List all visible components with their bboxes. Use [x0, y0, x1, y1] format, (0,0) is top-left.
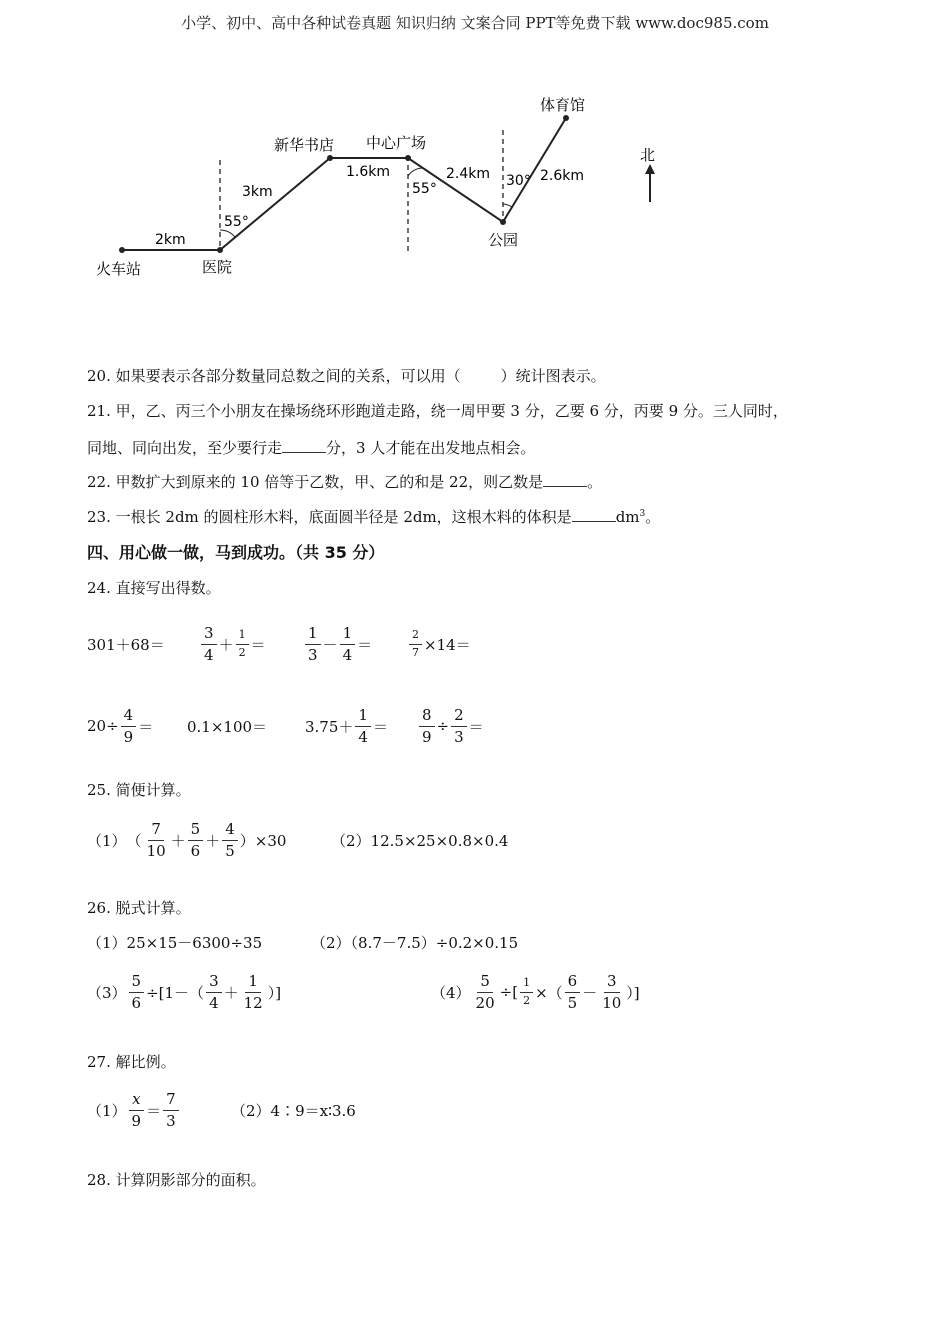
expression-1: 301＋68＝: [87, 635, 165, 654]
answer-blank[interactable]: [543, 474, 587, 487]
fraction: $\frac{2}{3}$: [451, 707, 467, 745]
fraction: $\frac{5}{6}$: [129, 973, 145, 1011]
point-hospital: [217, 247, 223, 253]
question-24-title: [87, 577, 221, 598]
question-number: 26.: [87, 899, 111, 917]
fraction: 1 4: [355, 707, 371, 745]
expression-8: $\frac{8}{9}$ ÷ $\frac{2}{3}$ ＝: [417, 707, 484, 745]
unit: dm: [615, 508, 640, 526]
question-28-title: [87, 1169, 266, 1190]
fraction: 7 3: [163, 1091, 179, 1129]
q26-part-3: （3） $\frac{5}{6}$ ÷[1－（ 3 4 ＋ 1 12 ）]: [87, 972, 282, 1012]
fraction: 5 6: [188, 821, 204, 859]
q26-part-1: （1）25×15－6300÷35: [87, 934, 263, 952]
q25-part-2: （2）12.5×25×0.8×0.4: [331, 831, 509, 850]
question-text: ）统计图表示。: [500, 367, 606, 385]
fraction: 1 2: [236, 629, 249, 658]
q24-row-2: [87, 694, 484, 758]
fraction: 1 4: [340, 625, 356, 663]
question-text: 一根长 2dm 的圆柱形木料，底面圆半径是 2dm，这根木料的体积是: [115, 508, 572, 526]
question-text: 同地、同向出发，至少要行走: [87, 439, 283, 457]
label-angle-1: 55°: [224, 214, 249, 230]
fraction: $\frac{4}{9}$: [121, 707, 137, 745]
question-text: 。: [587, 473, 603, 491]
question-text: 脱式计算。: [115, 899, 191, 917]
label-hospital: 医院: [202, 258, 233, 276]
label-bookstore: 新华书店: [274, 136, 335, 154]
question-25-title: [87, 779, 191, 800]
question-27-title: [87, 1051, 176, 1072]
label-angle-2: 55°: [412, 181, 437, 197]
page-header: 小学、初中、高中各种试卷真题 知识归纳 文案合同 PPT等免费下载 www.doc985.com: [181, 14, 769, 32]
expression-5: 20÷ $\frac{4}{9}$ ＝: [87, 706, 154, 746]
q26-row-2: [87, 964, 640, 1020]
question-number: 21.: [87, 402, 111, 420]
fraction: $\frac{8}{9}$: [419, 707, 435, 745]
fraction: 1 3: [305, 625, 321, 663]
expression-2: 3 4 ＋ 1 2 ＝: [199, 625, 303, 663]
angle-arc-hospital: [220, 230, 235, 237]
q24-row-1: [87, 612, 471, 676]
question-number: 25.: [87, 781, 111, 799]
question-text: 简便计算。: [115, 781, 191, 799]
q26-part-2: （2）（8.7－7.5）÷0.2×0.15: [311, 934, 519, 952]
fraction: x 9: [129, 1091, 145, 1129]
section-title: 四、用心做一做，马到成功。（共 35 分）: [87, 543, 385, 562]
label-plaza: 中心广场: [366, 134, 427, 152]
question-number: 24.: [87, 579, 111, 597]
angle-arc-plaza: [408, 168, 423, 176]
question-number: 23.: [87, 508, 111, 526]
route-map: [90, 88, 690, 293]
label-dist-3: 1.6km: [346, 164, 391, 180]
label-dist-4: 2.4km: [446, 166, 491, 182]
q26-part-4: （4） $\frac{5}{20}$ ÷[ $\frac{1}{2}$ ×（ 6 5 － 3 10 ）]: [431, 972, 640, 1012]
question-22: [87, 471, 602, 492]
fraction: 3 10: [602, 972, 622, 1012]
label-train-station: 火车站: [96, 260, 142, 278]
fraction: 1 12: [243, 972, 263, 1012]
question-26-title: [87, 897, 191, 918]
answer-blank[interactable]: [282, 440, 326, 453]
answer-blank[interactable]: [572, 509, 616, 522]
point-bookstore: [327, 155, 333, 161]
expression-6: 0.1×100＝: [187, 717, 268, 736]
fraction: 6 5: [565, 973, 581, 1011]
expression-7: 3.75＋ 1 4 ＝: [305, 706, 388, 746]
point-plaza: [405, 155, 411, 161]
question-text: 解比例。: [115, 1053, 176, 1071]
expression-4: $\frac{2}{7}$ ×14＝: [407, 629, 471, 658]
question-text: 计算阴影部分的面积。: [115, 1171, 266, 1189]
question-number: 20.: [87, 367, 111, 385]
question-text: 甲数扩大到原来的 10 倍等于乙数，甲、乙的和是 22，则乙数是: [115, 473, 544, 491]
label-angle-3: 30°: [506, 173, 531, 189]
q27-row: [87, 1082, 356, 1138]
question-23: [87, 506, 660, 527]
question-text: 直接写出得数。: [115, 579, 221, 597]
question-21: [87, 400, 788, 421]
question-text: 甲，乙、丙三个小朋友在操场绕环形跑道走路，绕一周甲要 3 分，乙要 6 分，丙要 9 分。三人同时，: [115, 402, 788, 420]
q25-row: [87, 812, 508, 868]
label-dist-1: 2km: [155, 232, 186, 248]
fraction: $\frac{5}{20}$: [475, 972, 495, 1012]
fraction: 4 5: [222, 821, 238, 859]
point-train-station: [119, 247, 125, 253]
label-dist-2: 3km: [242, 184, 273, 200]
q27-part-2: （2）4∶9＝x∶3.6: [231, 1101, 356, 1120]
q25-part-1: （1） （ 7 10 ＋ 5 6 ＋ 4 5 ）×30: [87, 820, 287, 860]
point-gym: [563, 115, 569, 121]
question-text: 。: [645, 508, 661, 526]
question-number: 28.: [87, 1171, 111, 1189]
fraction: $\frac{1}{2}$: [520, 977, 533, 1006]
q26-row-1: [87, 932, 518, 953]
label-gym: 体育馆: [540, 96, 586, 114]
unit-superscript: 3: [639, 509, 646, 519]
north-arrow-head: [645, 164, 655, 174]
fraction: $\frac{2}{7}$: [409, 629, 422, 658]
question-text: 分，3 人才能在出发地点相会。: [326, 439, 536, 457]
label-dist-5: 2.6km: [540, 168, 585, 184]
question-number: 27.: [87, 1053, 111, 1071]
fraction: 3 4: [206, 973, 222, 1011]
expression-3: 1 3 － 1 4 ＝: [303, 625, 407, 663]
question-20: [87, 365, 606, 386]
angle-arc-park: [503, 204, 512, 207]
question-21-line2: [87, 437, 535, 458]
question-text: 如果要表示各部分数量同总数之间的关系，可以用（: [115, 367, 461, 385]
question-number: 22.: [87, 473, 111, 491]
fraction: 3 4: [201, 625, 217, 663]
q27-part-1: （1） x 9 ＝ 7 3: [87, 1091, 231, 1129]
label-north: 北: [640, 146, 656, 164]
fraction: 7 10: [146, 820, 166, 860]
label-park: 公园: [488, 231, 519, 249]
point-park: [500, 219, 506, 225]
